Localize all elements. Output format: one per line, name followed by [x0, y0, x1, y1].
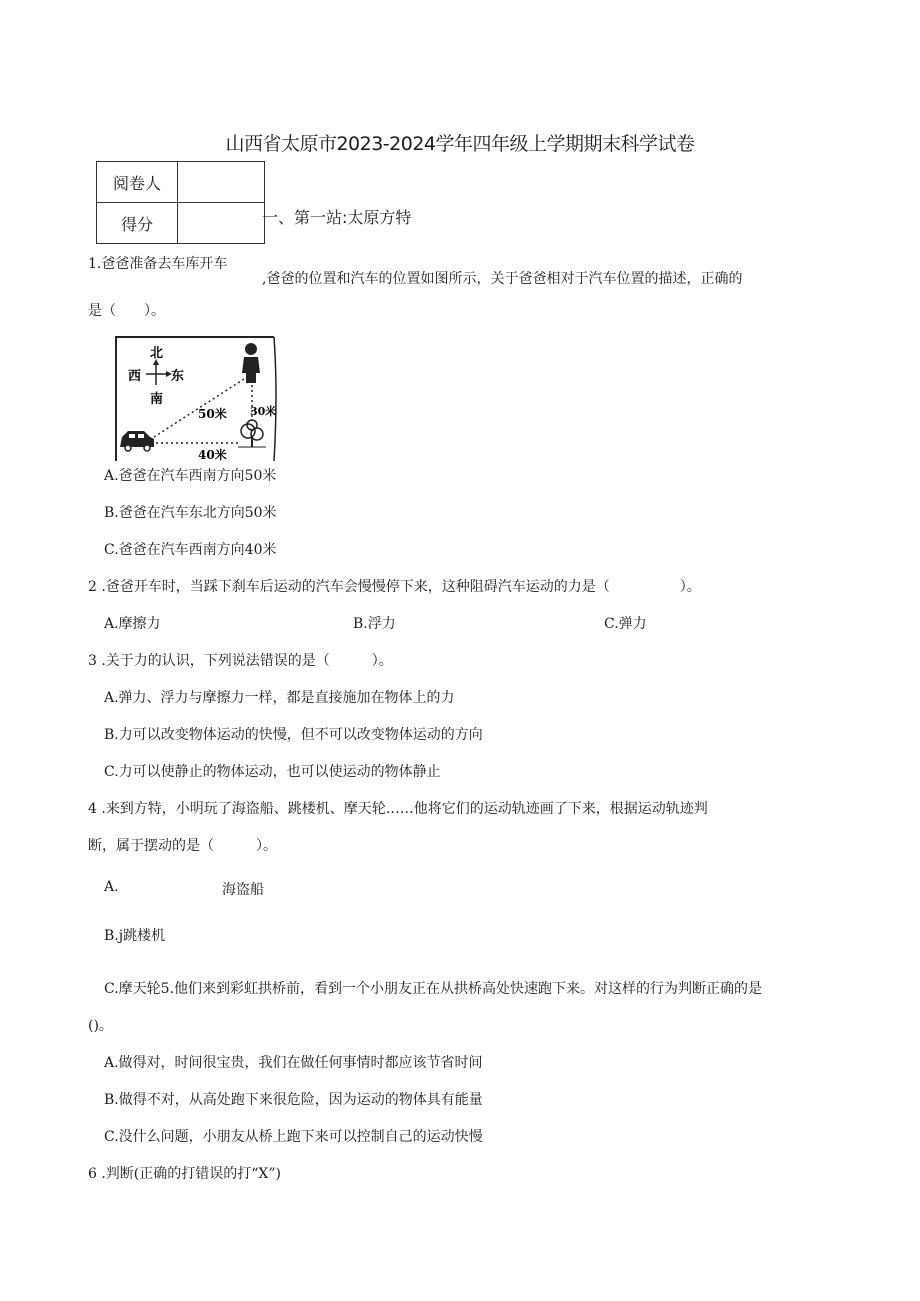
- page-title: 山西省太原市2023-2024学年四年级上学期期末科学试卷: [225, 133, 695, 155]
- compass-south: 南: [150, 392, 164, 407]
- compass-east: 东: [171, 369, 185, 384]
- q3-option-a[interactable]: A.弹力、浮力与摩擦力一样，都是直接施加在物体上的力: [104, 690, 455, 706]
- tree-icon: [238, 420, 266, 447]
- q3-option-c[interactable]: C.力可以使静止的物体运动，也可以使运动的物体静止: [104, 764, 441, 780]
- q1-position-diagram: [110, 333, 280, 465]
- q5-option-a[interactable]: A.做得对，时间很宝贵，我们在做任何事情时都应该节省时间: [104, 1055, 483, 1071]
- q2-option-a[interactable]: A.摩擦力: [104, 616, 161, 632]
- compass-north: 北: [150, 346, 164, 361]
- car-icon: [120, 431, 154, 451]
- section-title: 一、第一站:太原方特: [262, 208, 412, 227]
- q6-stem: 6 .判断(正确的打错误的打“X”): [88, 1166, 282, 1182]
- q5-stem-end: ()。: [88, 1018, 113, 1034]
- q4-option-a-label[interactable]: A.: [104, 879, 119, 895]
- q1-stem-start: 1.爸爸准备去车库开车: [88, 256, 228, 272]
- reviewer-label: 阅卷人: [97, 162, 178, 203]
- q3-stem: 3 .关于力的认识，下列说法错误的是（ ）。: [88, 653, 393, 669]
- score-field[interactable]: [178, 203, 265, 244]
- q2-option-b[interactable]: B.浮力: [353, 616, 396, 632]
- compass-west: 西: [128, 369, 142, 384]
- q2-stem: 2 .爸爸开车时，当踩下刹车后运动的汽车会慢慢停下来，这种阻碍汽车运动的力是（ ）。: [88, 579, 701, 595]
- q4-option-c-q5-stem: C.摩天轮5.他们来到彩虹拱桥前，看到一个小朋友正在从拱桥高处快速跑下来。对这样的行为判断正确的是: [104, 981, 763, 997]
- score-label: 得分: [97, 203, 178, 244]
- q4-option-b[interactable]: B.j跳楼机: [104, 928, 166, 944]
- label-30m: 30米: [250, 405, 277, 418]
- q4-option-a-text[interactable]: 海盗船: [222, 882, 264, 898]
- q1-option-c[interactable]: C.爸爸在汽车西南方向40米: [104, 542, 277, 558]
- q1-option-b[interactable]: B.爸爸在汽车东北方向50米: [104, 505, 277, 521]
- dad-icon: [242, 343, 260, 383]
- label-40m: 40米: [198, 448, 227, 462]
- q4-stem-line1: 4 .来到方特，小明玩了海盗船、跳楼机、摩天轮……他将它们的运动轨迹画了下来，根据运动轨迹判: [88, 801, 708, 817]
- q1-option-a[interactable]: A.爸爸在汽车西南方向50米: [104, 468, 277, 484]
- q3-option-b[interactable]: B.力可以改变物体运动的快慢，但不可以改变物体运动的方向: [104, 727, 483, 743]
- reviewer-field[interactable]: [178, 162, 265, 203]
- label-50m: 50米: [198, 407, 227, 421]
- diagram-frame-right: [274, 337, 276, 461]
- score-table: [96, 161, 265, 244]
- q2-option-c[interactable]: C.弹力: [604, 616, 647, 632]
- q1-stem-end: 是（ ）。: [88, 303, 165, 319]
- q5-option-b[interactable]: B.做得不对，从高处跑下来很危险，因为运动的物体具有能量: [104, 1092, 483, 1108]
- q5-option-c[interactable]: C.没什么问题，小朋友从桥上跑下来可以控制自己的运动快慢: [104, 1129, 483, 1145]
- q1-stem-cont: ,爸爸的位置和汽车的位置如图所示，关于爸爸相对于汽车位置的描述，正确的: [262, 271, 743, 287]
- q4-stem-line2: 断，属于摆动的是（ ）。: [88, 838, 277, 854]
- compass-icon: [146, 359, 172, 385]
